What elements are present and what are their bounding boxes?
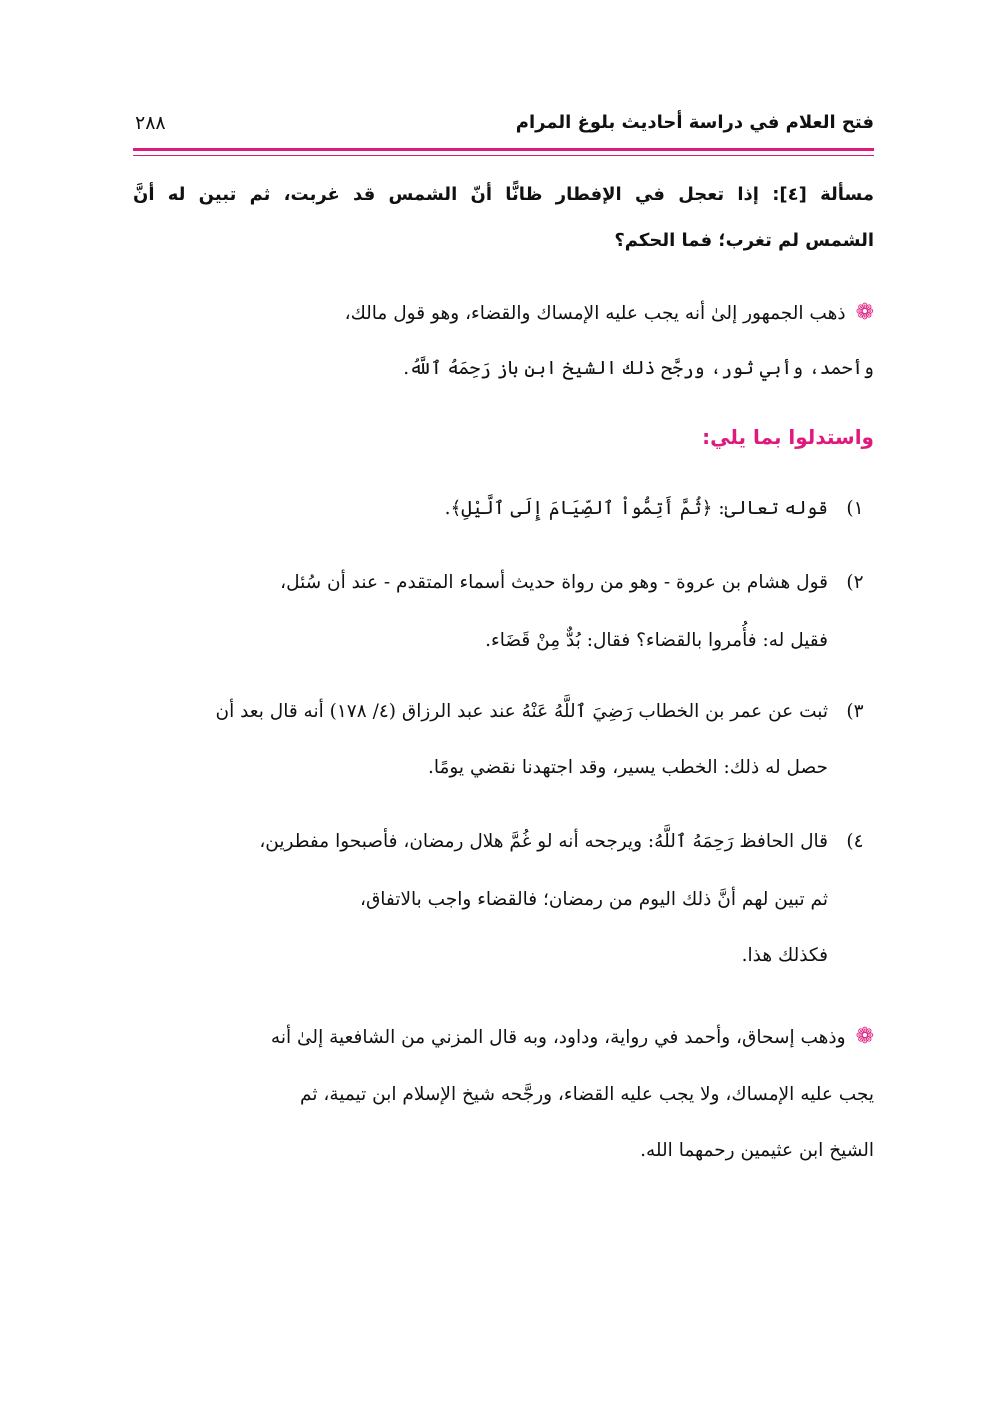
list-item-text: قال الحافظ رَحِمَهُ ٱللَّهُ: ويرجحه أنه لو غُمَّ هلال رمضان، فأصبحوا مفطرين، [259,831,828,852]
list-item-text: ثم تبين لهم أنَّ ذلك اليوم من رمضان؛ فالقضاء واجب بالاتفاق، [359,889,828,910]
paragraph-1-line-1-text: ذهب الجمهور إلىٰ أنه يجب عليه الإمساك والقضاء، وهو قول مالك، [344,303,846,324]
running-header [133,112,874,142]
list-item-4 [133,827,874,857]
list-marker: ١) [846,498,864,519]
page-number: ٢٨٨ [135,112,166,134]
issue-line-2: الشمس لم تغرب؛ فما الحكم؟ [614,230,874,251]
list-marker: ٣) [846,701,864,722]
paragraph-2-line-1 [133,1022,874,1053]
list-item-text: قول هشام بن عروة - وهو من رواة حديث أسماء المتقدم - عند أن سُئل، [280,572,828,593]
list-item-text: فقيل له: فأُمروا بالقضاء؟ فقال: بُدٌّ مِنْ قَضَاء. [485,630,828,651]
paragraph-2-line-2: يجب عليه الإمساك، ولا يجب عليه القضاء، ورجَّحه شيخ الإسلام ابن تيمية، ثم [300,1084,874,1105]
list-item-text: ثبت عن عمر بن الخطاب رَضِيَ ٱللَّهُ عَنْهُ عند عبد الرزاق (٤/ ١٧٨) أنه قال بعد أن [215,701,828,722]
list-item-1 [133,494,874,524]
paragraph-2-line-3: الشيخ ابن عثيمين رحمهما الله. [640,1140,874,1161]
list-item-4-line-3 [133,941,874,971]
header-title: فتح العلام في دراسة أحاديث بلوغ المرام [515,112,874,133]
list-item-4-line-2 [133,885,874,915]
list-item-3 [133,697,874,727]
list-marker: ٤) [846,831,864,852]
list-item-text: فكذلك هذا. [741,945,828,966]
list-item-3-line-2 [133,753,874,783]
issue-line-1: مسألة [٤]: إذا تعجل في الإفطار ظانًّا أنّ الشمس قد غربت، ثم تبين له أنَّ [133,184,874,205]
list-item-text: قوله تعالىٰ: ﴿ثُمَّ أَتِمُّواْ ٱلصِّيَامَ إِلَى ٱلَّيْلِ﴾. [444,498,828,519]
header-rule-thin [133,155,874,156]
paragraph-1-line-1 [133,298,874,329]
list-item-2-line-2 [133,626,874,656]
list-item-2 [133,568,874,598]
flower-icon: ❁ [855,300,874,325]
paragraph-2-line-1-text: وذهب إسحاق، وأحمد في رواية، وداود، وبه قال المزني من الشافعية إلىٰ أنه [270,1027,846,1048]
list-item-text: حصل له ذلك: الخطب يسير، وقد اجتهدنا نقضي يومًا. [427,757,828,778]
header-rule-thick [133,148,874,151]
list-marker: ٢) [846,572,864,593]
flower-icon: ❁ [855,1024,874,1049]
paragraph-1-line-2: وأحمد، وأبي ثور، ورجَّح ذلك الشيخ ابن باز رَحِمَهُ ٱللَّهُ. [403,358,874,379]
section-heading: واستدلوا بما يلي: [702,425,874,449]
